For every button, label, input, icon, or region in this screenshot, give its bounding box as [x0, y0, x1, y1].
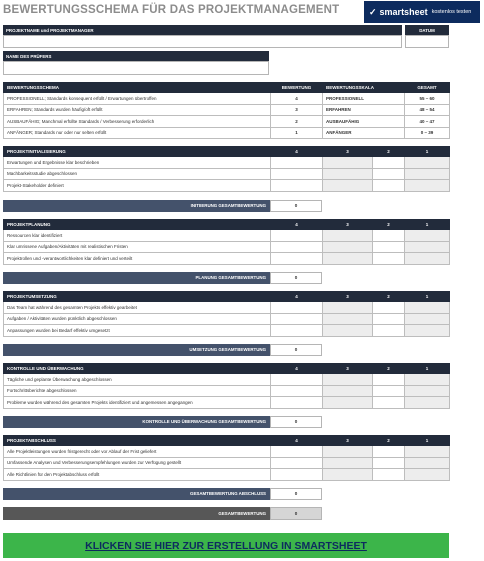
schema-row: [4, 116, 450, 128]
schema-row: [4, 104, 450, 116]
scale-3-label: 3: [323, 436, 373, 446]
section-header-row: [4, 220, 450, 230]
section-header-row: [4, 292, 450, 302]
criteria-row: [4, 253, 450, 265]
criteria-text: Probleme wurden während des gesamten Projekts identifiziert und angemessen angegangen: [4, 397, 271, 409]
score-cell[interactable]: [373, 469, 405, 481]
schema-col-score: BEWERTUNG: [271, 83, 323, 93]
criteria-row: [4, 180, 450, 192]
scale-4-label: 4: [271, 364, 323, 374]
score-cell[interactable]: [405, 313, 450, 325]
section-execution: [3, 291, 450, 337]
criteria-text: Alle Richtlinien für den Projektabschluss erfüllt: [4, 469, 271, 481]
score-cell[interactable]: [373, 313, 405, 325]
schema-col-total: GESAMT: [405, 83, 450, 93]
score-cell[interactable]: [271, 457, 323, 469]
section-total-row: [3, 344, 322, 356]
score-cell[interactable]: [405, 157, 450, 169]
criteria-text: Ressourcen klar identifiziert: [4, 230, 271, 242]
scale-2-label: 2: [373, 436, 405, 446]
score-cell[interactable]: [271, 302, 323, 314]
section-title: PROJEKTPLANUNG: [4, 220, 271, 230]
section-initialization: [3, 146, 450, 192]
schema-level: PROFESSIONELL: [323, 93, 405, 105]
section-total-label: INITIIERUNG GESAMTBEWERTUNG: [3, 200, 270, 212]
score-cell[interactable]: [373, 168, 405, 180]
schema-desc: ANFÄNGER; Standards nur oder nur selten erfüllt: [4, 127, 271, 139]
score-cell[interactable]: [323, 302, 373, 314]
criteria-row: [4, 241, 450, 253]
criteria-row: [4, 374, 450, 386]
score-cell[interactable]: [271, 253, 323, 265]
scale-4-label: 4: [271, 147, 323, 157]
grand-total-value: 0: [270, 507, 322, 520]
section-monitoring: [3, 363, 450, 409]
criteria-text: Fortschrittsberichte abgeschlossen: [4, 385, 271, 397]
score-cell[interactable]: [405, 230, 450, 242]
score-cell[interactable]: [323, 168, 373, 180]
score-cell[interactable]: [323, 230, 373, 242]
date-header: DATUM: [405, 25, 449, 35]
score-cell[interactable]: [405, 374, 450, 386]
schema-score: 2: [271, 116, 323, 128]
score-cell[interactable]: [271, 313, 323, 325]
score-cell[interactable]: [323, 241, 373, 253]
score-cell[interactable]: [271, 168, 323, 180]
score-cell[interactable]: [405, 457, 450, 469]
score-cell[interactable]: [405, 241, 450, 253]
section-total-row: [3, 488, 322, 500]
section-total-label: PLANUNG GESAMTBEWERTUNG: [3, 272, 270, 284]
section-total-value: 0: [270, 272, 322, 284]
schema-desc: ERFAHREN; Standards wurden häufig/oft erfüllt: [4, 104, 271, 116]
brand-tagline: kostenlos testen: [431, 9, 472, 15]
score-cell[interactable]: [323, 253, 373, 265]
grand-total-row: [3, 507, 322, 520]
score-cell[interactable]: [271, 374, 323, 386]
criteria-row: [4, 469, 450, 481]
scale-1-label: 1: [405, 220, 450, 230]
criteria-row: [4, 302, 450, 314]
criteria-text: Anpassungen wurden bei Bedarf effektiv umgesetzt: [4, 325, 271, 337]
section-total-row: [3, 200, 322, 212]
page-title: BEWERTUNGSSCHEMA FÜR DAS PROJEKTMANAGEMENT: [3, 4, 340, 16]
criteria-text: Machbarkeitsstudie abgeschlossen: [4, 168, 271, 180]
score-cell[interactable]: [405, 253, 450, 265]
scale-3-label: 3: [323, 147, 373, 157]
score-cell[interactable]: [271, 180, 323, 192]
criteria-text: Klar umrissene Aufgaben/Aktivitäten mit realistischen Fristen: [4, 241, 271, 253]
reviewer-field[interactable]: [3, 61, 269, 75]
schema-col-scale: BEWERTUNGSSKALA: [323, 83, 405, 93]
cta-label: KLICKEN SIE HIER ZUR ERSTELLUNG IN SMARTSHEET: [85, 539, 367, 552]
criteria-text: Projekt-Stakeholder definiert: [4, 180, 271, 192]
project-name-header: PROJEKTNAME und PROJEKTMANAGER: [3, 25, 402, 35]
score-cell[interactable]: [323, 385, 373, 397]
score-cell[interactable]: [373, 457, 405, 469]
score-cell[interactable]: [405, 385, 450, 397]
smartsheet-trial-link[interactable]: [364, 1, 480, 23]
grand-total-label: GESAMTBEWERTUNG: [3, 507, 270, 520]
score-cell[interactable]: [405, 397, 450, 409]
score-cell[interactable]: [271, 325, 323, 337]
schema-score: 3: [271, 104, 323, 116]
criteria-row: [4, 230, 450, 242]
smartsheet-logo-icon: ✓: [369, 6, 377, 17]
schema-range: 55 – 60: [405, 93, 450, 105]
schema-score: 4: [271, 93, 323, 105]
schema-score: 1: [271, 127, 323, 139]
score-cell[interactable]: [373, 397, 405, 409]
section-title: PROJEKTUMSETZUNG: [4, 292, 271, 302]
criteria-row: [4, 385, 450, 397]
criteria-row: [4, 313, 450, 325]
scale-3-label: 3: [323, 364, 373, 374]
scale-3-label: 3: [323, 220, 373, 230]
schema-header-row: [4, 83, 450, 93]
schema-level: AUSBAUFÄHIG: [323, 116, 405, 128]
schema-row: [4, 93, 450, 105]
scale-2-label: 2: [373, 147, 405, 157]
scale-2-label: 2: [373, 220, 405, 230]
schema-level: ANFÄNGER: [323, 127, 405, 139]
scale-2-label: 2: [373, 292, 405, 302]
schema-range: 48 – 54: [405, 104, 450, 116]
score-cell[interactable]: [323, 397, 373, 409]
score-cell[interactable]: [323, 157, 373, 169]
section-title: PROJEKTABSCHLUSS: [4, 436, 271, 446]
scale-4-label: 4: [271, 436, 323, 446]
criteria-row: [4, 168, 450, 180]
schema-row: [4, 127, 450, 139]
section-title: PROJEKTINITIALISIERUNG: [4, 147, 271, 157]
scale-1-label: 1: [405, 147, 450, 157]
score-cell[interactable]: [271, 469, 323, 481]
score-cell[interactable]: [405, 302, 450, 314]
score-cell[interactable]: [373, 230, 405, 242]
criteria-text: Alle Projektleistungen wurden fristgerecht oder vor Ablauf der Frist geliefert: [4, 446, 271, 458]
schema-range: 40 – 47: [405, 116, 450, 128]
criteria-row: [4, 157, 450, 169]
schema-level: ERFAHREN: [323, 104, 405, 116]
section-total-value: 0: [270, 416, 322, 428]
section-total-label: GESAMTBEWERTUNG ABSCHLUSS: [3, 488, 270, 500]
section-header-row: [4, 147, 450, 157]
schema-desc: PROFESSIONELL; Standards konsequent erfüllt / Erwartungen übertroffen: [4, 93, 271, 105]
scale-4-label: 4: [271, 292, 323, 302]
section-planning: [3, 219, 450, 265]
scale-2-label: 2: [373, 364, 405, 374]
section-header-row: [4, 436, 450, 446]
score-cell[interactable]: [405, 446, 450, 458]
score-cell[interactable]: [373, 302, 405, 314]
section-total-label: UMSETZUNG GESAMTBEWERTUNG: [3, 344, 270, 356]
scale-3-label: 3: [323, 292, 373, 302]
score-cell[interactable]: [373, 446, 405, 458]
score-cell[interactable]: [373, 180, 405, 192]
criteria-text: Projektrollen und -verantwortlichkeiten klar definiert und verteilt: [4, 253, 271, 265]
reviewer-header: NAME DES PRÜFERS: [3, 51, 269, 61]
section-total-label: KONTROLLE UND ÜBERWACHUNG GESAMTBEWERTUNG: [3, 416, 270, 428]
scale-1-label: 1: [405, 364, 450, 374]
brand-name: smartsheet: [379, 7, 428, 17]
criteria-text: Erwartungen und Ergebnisse klar beschrieben: [4, 157, 271, 169]
section-closure: [3, 435, 450, 481]
schema-col-desc: BEWERTUNGSSCHEMA: [4, 83, 271, 93]
score-cell[interactable]: [271, 397, 323, 409]
criteria-row: [4, 397, 450, 409]
criteria-row: [4, 446, 450, 458]
score-cell[interactable]: [373, 253, 405, 265]
section-title: KONTROLLE UND ÜBERWACHUNG: [4, 364, 271, 374]
criteria-text: Tägliche und geplante Überwachung abgeschlossen: [4, 374, 271, 386]
section-total-value: 0: [270, 488, 322, 500]
schema-range: 0 – 39: [405, 127, 450, 139]
schema-desc: AUSBAUFÄHIG; Manchmal erfüllte Standards / Verbesserung erforderlich: [4, 116, 271, 128]
score-cell[interactable]: [405, 469, 450, 481]
score-cell[interactable]: [323, 457, 373, 469]
scale-1-label: 1: [405, 436, 450, 446]
score-cell[interactable]: [271, 157, 323, 169]
date-field[interactable]: [405, 35, 449, 48]
section-header-row: [4, 364, 450, 374]
score-cell[interactable]: [373, 374, 405, 386]
create-in-smartsheet-button[interactable]: [3, 533, 449, 558]
criteria-text: Umfassende Analysen und Verbesserungsempfehlungen wurden zur Verfügung gestellt: [4, 457, 271, 469]
score-cell[interactable]: [323, 313, 373, 325]
section-total-row: [3, 416, 322, 428]
score-cell[interactable]: [271, 446, 323, 458]
score-cell[interactable]: [271, 230, 323, 242]
score-cell[interactable]: [405, 325, 450, 337]
section-total-value: 0: [270, 200, 322, 212]
section-total-value: 0: [270, 344, 322, 356]
scale-1-label: 1: [405, 292, 450, 302]
criteria-text: Aufgaben / Aktivitäten wurden pünktlich abgeschlossen: [4, 313, 271, 325]
score-cell[interactable]: [323, 180, 373, 192]
criteria-row: [4, 325, 450, 337]
score-cell[interactable]: [271, 385, 323, 397]
scale-4-label: 4: [271, 220, 323, 230]
score-cell[interactable]: [405, 168, 450, 180]
score-cell[interactable]: [323, 469, 373, 481]
score-cell[interactable]: [323, 325, 373, 337]
criteria-text: Das Team hat während des gesamten Projekts effektiv gearbeitet: [4, 302, 271, 314]
criteria-row: [4, 457, 450, 469]
score-cell[interactable]: [373, 325, 405, 337]
section-total-row: [3, 272, 322, 284]
score-cell[interactable]: [323, 374, 373, 386]
score-cell[interactable]: [373, 241, 405, 253]
rating-schema-table: [3, 82, 450, 139]
score-cell[interactable]: [373, 157, 405, 169]
score-cell[interactable]: [405, 180, 450, 192]
project-name-field[interactable]: [3, 35, 402, 48]
score-cell[interactable]: [323, 446, 373, 458]
score-cell[interactable]: [271, 241, 323, 253]
score-cell[interactable]: [373, 385, 405, 397]
